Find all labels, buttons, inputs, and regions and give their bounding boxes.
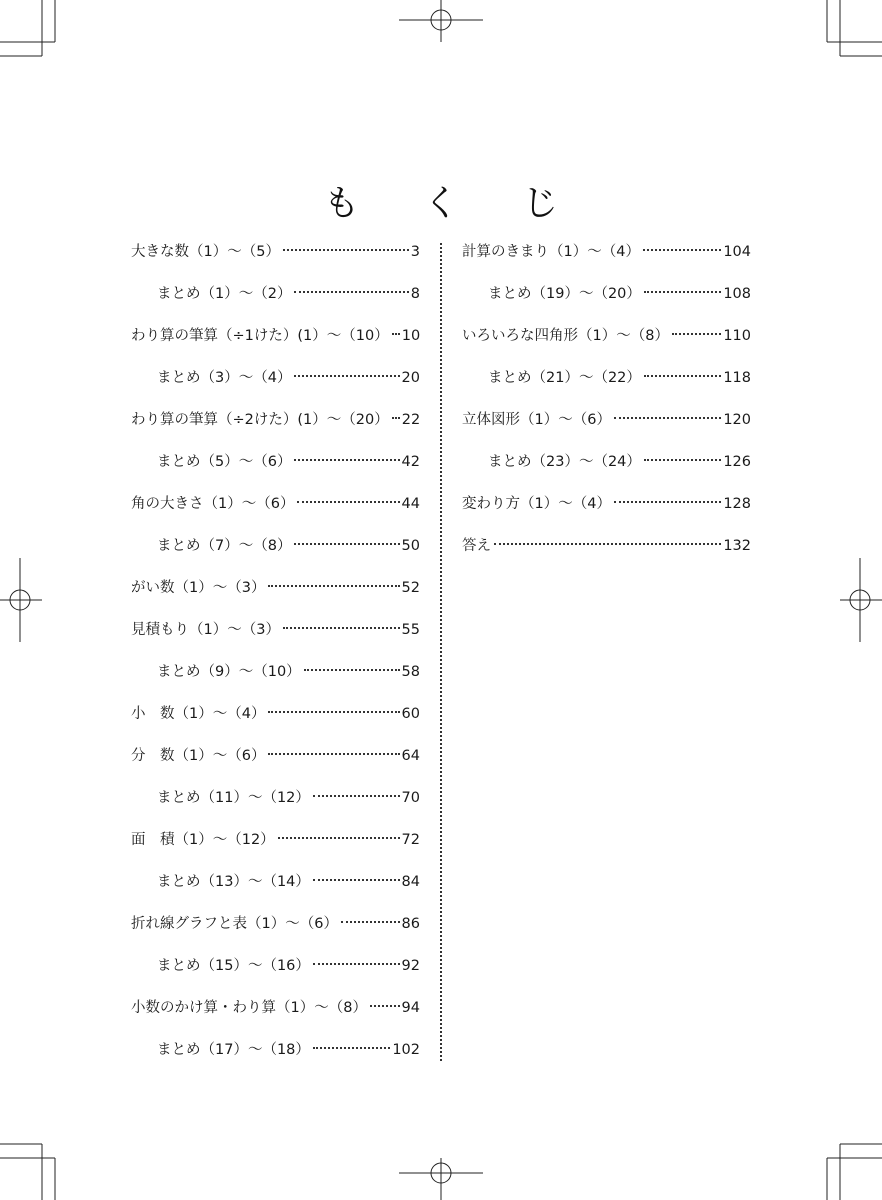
toc-summary-entry xyxy=(131,861,420,903)
toc-entry-label: わり算の筆算（÷2けた）(1）～（20） xyxy=(131,412,389,428)
toc-page-number: 86 xyxy=(401,916,420,932)
dot-leader xyxy=(494,543,721,545)
toc-entry xyxy=(131,609,420,651)
toc-page-number: 52 xyxy=(401,580,420,596)
toc-summary-entry xyxy=(131,1029,420,1071)
toc-entry-label: 分 数（1）～（6） xyxy=(131,748,266,764)
toc-page-number: 64 xyxy=(401,748,420,764)
dot-leader xyxy=(294,375,399,377)
toc-page-number: 108 xyxy=(723,286,751,302)
toc-summary-entry xyxy=(462,273,751,315)
dot-leader xyxy=(644,459,721,461)
toc-right-column xyxy=(462,231,751,567)
toc-entry-label: まとめ（5）～（6） xyxy=(157,454,292,470)
toc-page-number: 128 xyxy=(723,496,751,512)
toc-page-number: 42 xyxy=(401,454,420,470)
column-divider xyxy=(440,243,442,1061)
toc-entry-label: 変わり方（1）～（4） xyxy=(462,496,611,512)
toc-entry xyxy=(462,483,751,525)
dot-leader xyxy=(283,249,409,251)
page-title: も く じ xyxy=(323,183,585,224)
toc-entry-label: わり算の筆算（÷1けた）(1）～（10） xyxy=(131,328,389,344)
toc-entry-label: がい数（1）～（3） xyxy=(131,580,266,596)
toc-page-number: 22 xyxy=(401,412,421,428)
dot-leader xyxy=(644,291,721,293)
toc-page-number: 126 xyxy=(723,454,751,470)
toc-summary-entry xyxy=(131,777,420,819)
toc-entry-label: まとめ（7）～（8） xyxy=(157,538,292,554)
dot-leader xyxy=(341,921,400,923)
toc-page-number: 55 xyxy=(401,622,420,638)
toc-page-number: 132 xyxy=(723,538,751,554)
toc-page-number: 58 xyxy=(401,664,420,680)
dot-leader xyxy=(294,291,408,293)
toc-page-number: 3 xyxy=(410,244,420,260)
toc-entry-label: まとめ（13）～（14） xyxy=(157,874,310,890)
dot-leader xyxy=(614,501,721,503)
dot-leader xyxy=(313,963,400,965)
toc-page-number: 20 xyxy=(401,370,420,386)
dot-leader xyxy=(268,753,399,755)
dot-leader xyxy=(304,669,400,671)
toc-entry xyxy=(462,315,751,357)
toc-summary-entry xyxy=(131,357,420,399)
toc-entry-label: 小数のかけ算・わり算（1）～（8） xyxy=(131,1000,367,1016)
dot-leader xyxy=(294,459,399,461)
toc-entry-label: まとめ（3）～（4） xyxy=(157,370,292,386)
toc-entry-label: まとめ（9）～（10） xyxy=(157,664,301,680)
toc-page-number: 50 xyxy=(401,538,420,554)
toc-entry-label: まとめ（23）～（24） xyxy=(488,454,641,470)
toc-summary-entry xyxy=(462,357,751,399)
toc-page-number: 84 xyxy=(401,874,420,890)
toc-page-number: 110 xyxy=(723,328,751,344)
dot-leader xyxy=(283,627,400,629)
toc-entry-label: いろいろな四角形（1）～（8） xyxy=(462,328,669,344)
dot-leader xyxy=(392,417,400,419)
toc-entry xyxy=(462,231,751,273)
toc-summary-entry xyxy=(131,945,420,987)
dot-leader xyxy=(614,417,721,419)
dot-leader xyxy=(672,333,721,335)
toc-page-number: 102 xyxy=(392,1042,420,1058)
dot-leader xyxy=(297,501,399,503)
toc-page-number: 120 xyxy=(723,412,751,428)
toc-entry-label: 折れ線グラフと表（1）～（6） xyxy=(131,916,338,932)
toc-entry-label: 見積もり（1）～（3） xyxy=(131,622,280,638)
dot-leader xyxy=(370,1005,400,1007)
toc-entry xyxy=(462,525,751,567)
toc-entry-label: まとめ（19）～（20） xyxy=(488,286,641,302)
toc-entry-label: 立体図形（1）～（6） xyxy=(462,412,611,428)
dot-leader xyxy=(268,585,399,587)
toc-entry-label: まとめ（11）～（12） xyxy=(157,790,310,806)
toc-entry-label: まとめ（17）～（18） xyxy=(157,1042,310,1058)
toc-page-number: 118 xyxy=(723,370,751,386)
toc-entry-label: 小 数（1）～（4） xyxy=(131,706,266,722)
toc-page-number: 72 xyxy=(401,832,420,848)
toc-entry-label: 大きな数（1）～（5） xyxy=(131,244,280,260)
toc-entry-label: まとめ（15）～（16） xyxy=(157,958,310,974)
toc-page-number: 44 xyxy=(401,496,420,512)
toc-page-number: 60 xyxy=(401,706,420,722)
toc-entry xyxy=(131,735,420,777)
toc-page-number: 10 xyxy=(401,328,421,344)
toc-entry xyxy=(131,483,420,525)
dot-leader xyxy=(313,795,400,797)
toc-entry xyxy=(131,819,420,861)
toc-summary-entry xyxy=(131,525,420,567)
toc-entry-label: 角の大きさ（1）～（6） xyxy=(131,496,295,512)
dot-leader xyxy=(313,1047,390,1049)
toc-entry xyxy=(131,567,420,609)
toc-entry-label: 答え xyxy=(462,538,491,554)
dot-leader xyxy=(313,879,400,881)
dot-leader xyxy=(294,543,399,545)
toc-entry xyxy=(131,231,420,273)
dot-leader xyxy=(278,837,400,839)
toc-entry-label: まとめ（21）～（22） xyxy=(488,370,641,386)
toc-page-number: 8 xyxy=(410,286,420,302)
toc-summary-entry xyxy=(462,441,751,483)
toc-entry xyxy=(131,693,420,735)
toc-page-number: 92 xyxy=(401,958,420,974)
toc-left-column xyxy=(131,231,420,1071)
toc-entry xyxy=(131,987,420,1029)
dot-leader xyxy=(643,249,721,251)
toc-entry xyxy=(131,399,420,441)
toc-entry xyxy=(131,903,420,945)
toc-entry xyxy=(131,315,420,357)
dot-leader xyxy=(644,375,721,377)
toc-page-number: 104 xyxy=(723,244,751,260)
toc-page-number: 94 xyxy=(401,1000,420,1016)
toc-summary-entry xyxy=(131,273,420,315)
toc-entry-label: 面 積（1）～（12） xyxy=(131,832,275,848)
toc-summary-entry xyxy=(131,441,420,483)
toc-entry-label: まとめ（1）～（2） xyxy=(157,286,292,302)
toc-entry-label: 計算のきまり（1）～（4） xyxy=(462,244,640,260)
dot-leader xyxy=(392,333,400,335)
dot-leader xyxy=(268,711,399,713)
toc-summary-entry xyxy=(131,651,420,693)
toc-entry xyxy=(462,399,751,441)
toc-page-number: 70 xyxy=(401,790,420,806)
